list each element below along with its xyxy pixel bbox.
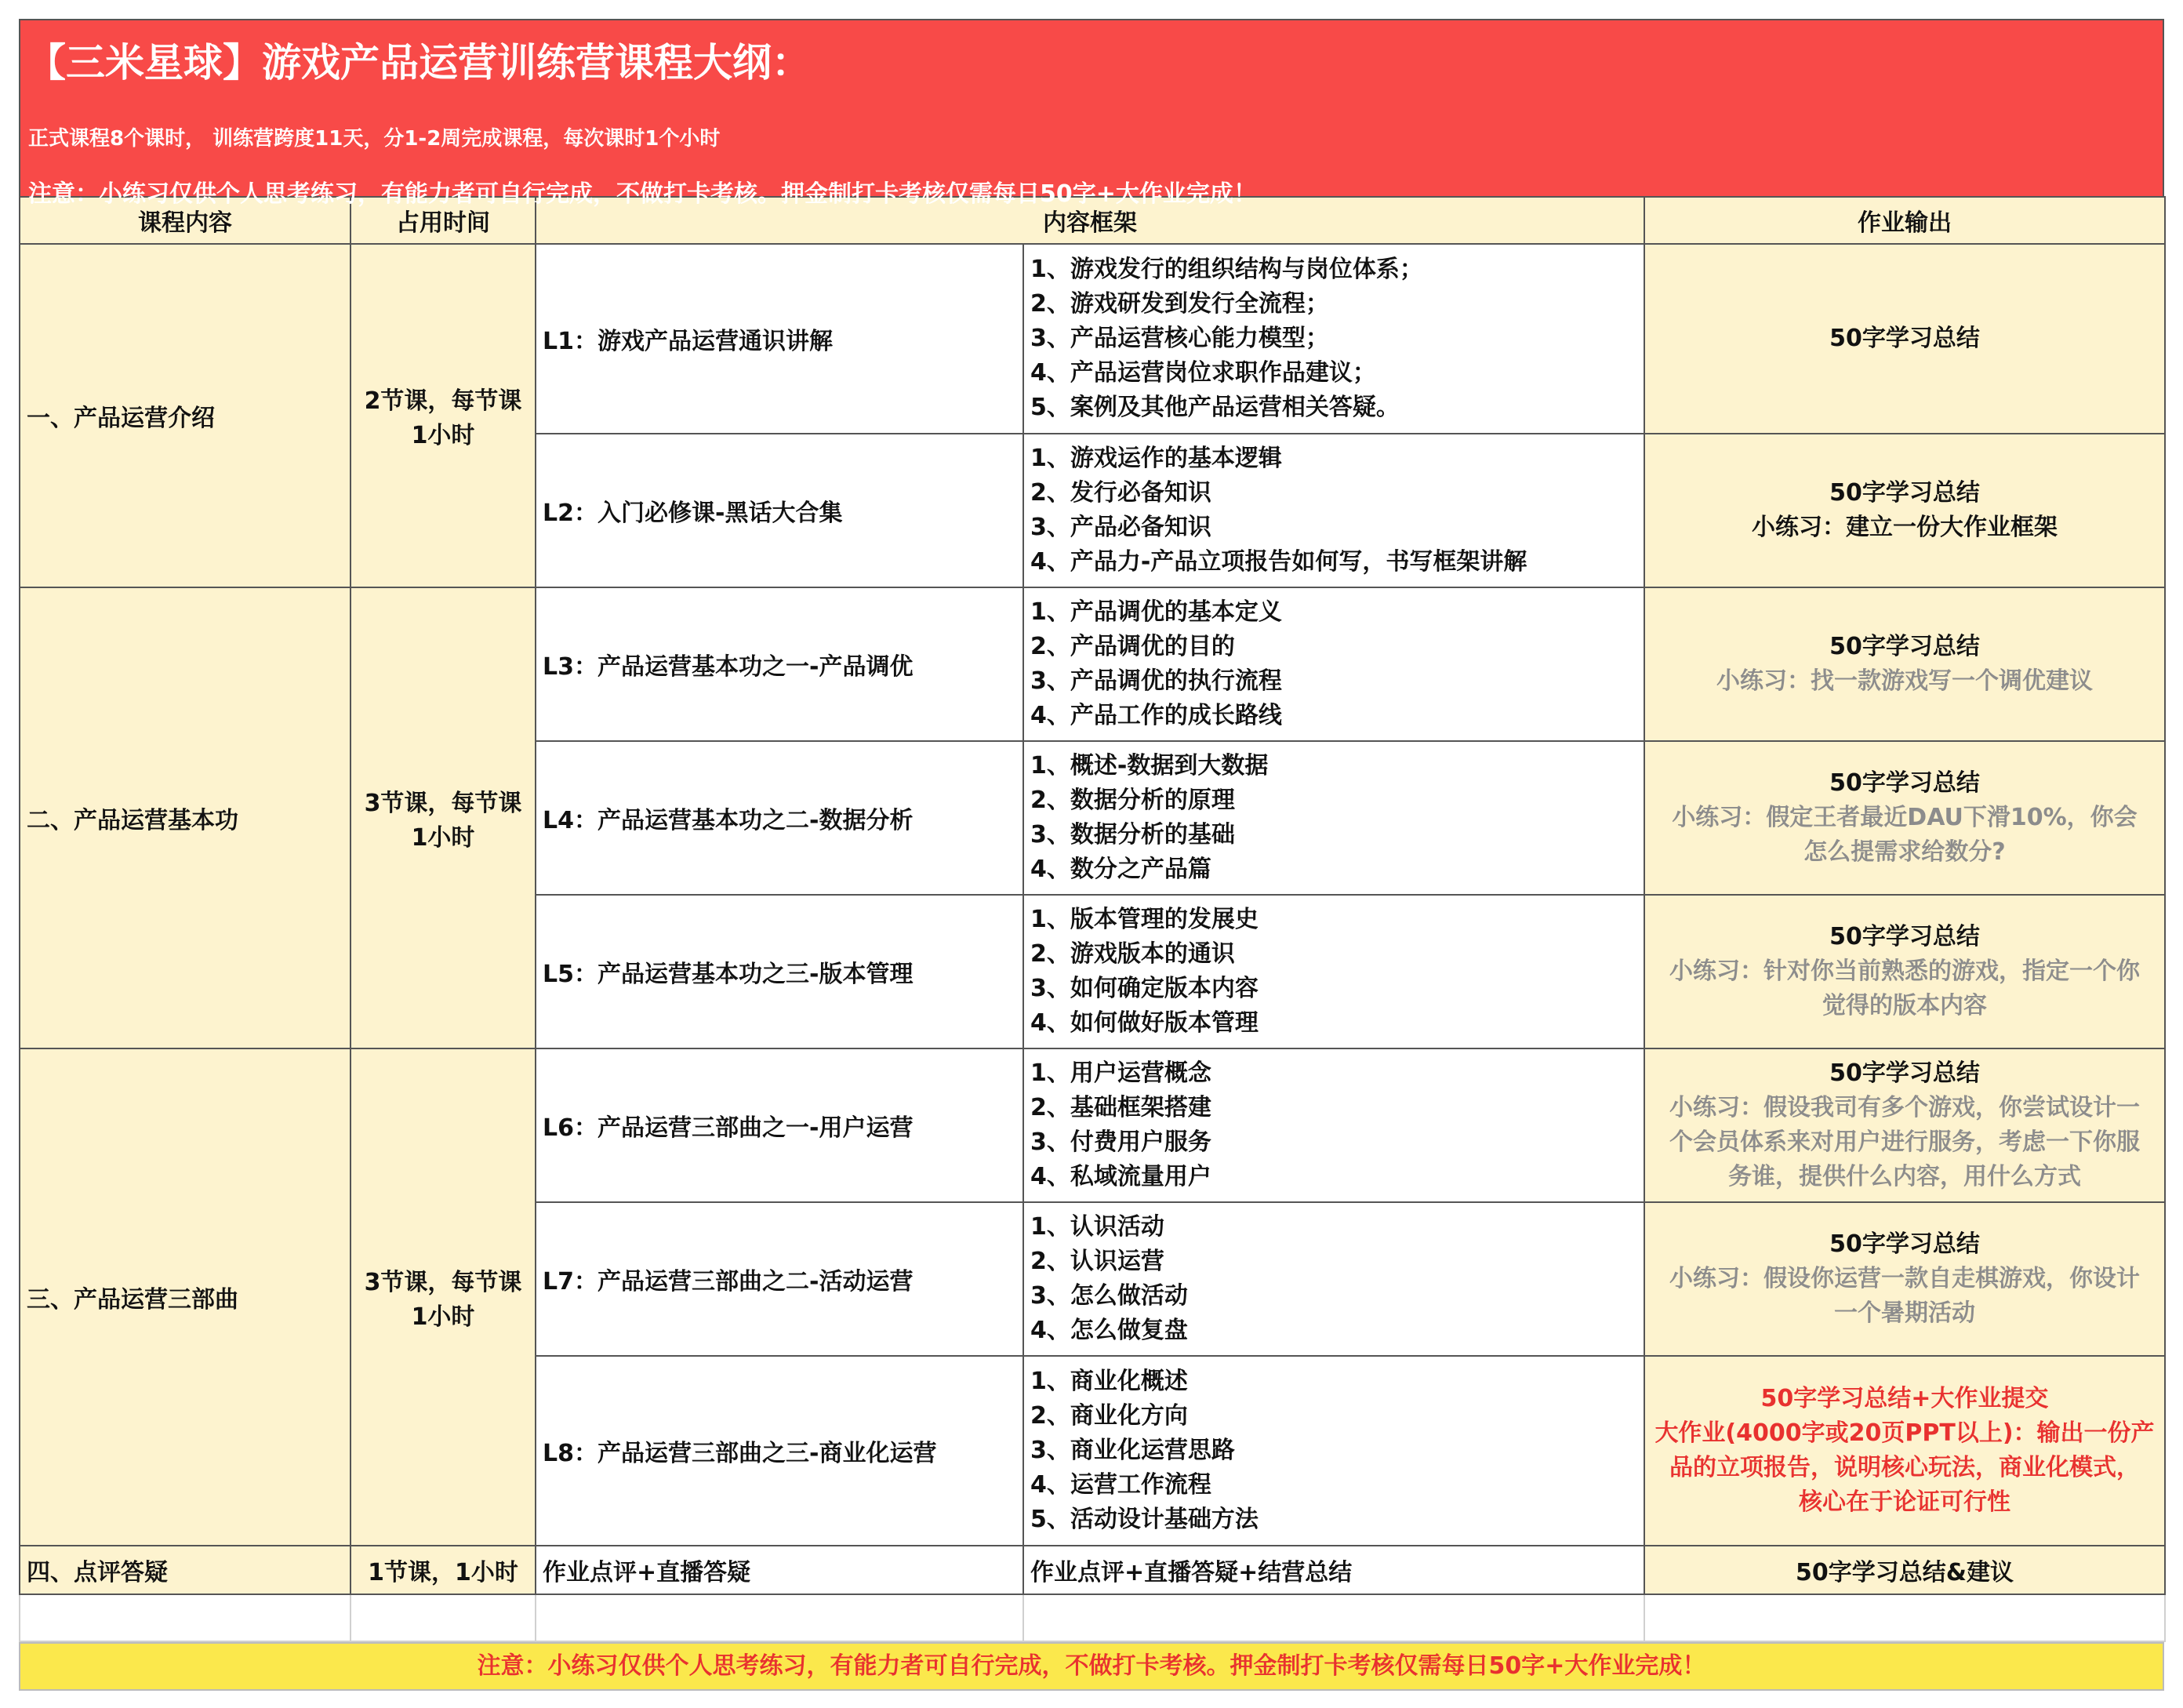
- review-content: 作业点评+直播答疑: [543, 1559, 751, 1586]
- table-row: [20, 587, 2165, 741]
- homework-cell: [1644, 1048, 2165, 1202]
- lesson-title-cell: [536, 434, 1023, 587]
- time-text: 3节课，每节课: [364, 1269, 522, 1296]
- homework-cell: [1644, 1202, 2165, 1356]
- framework-item: 2、游戏版本的通识: [1030, 940, 1235, 968]
- time-text: 1小时: [411, 824, 475, 852]
- time-cell: [351, 1546, 536, 1594]
- time-cell: [351, 1048, 536, 1546]
- framework-cell: [1023, 434, 1644, 587]
- exercise-text: 小练习：针对你当前熟悉的游戏，指定一个你: [1669, 958, 2140, 985]
- framework-cell: [1023, 895, 1644, 1048]
- framework-item: 4、数分之产品篇: [1030, 856, 1211, 883]
- homework-text: 品的立项报告，说明核心玩法，商业化模式，: [1669, 1454, 2140, 1481]
- lesson-title: L7：产品运营三部曲之二-活动运营: [543, 1268, 914, 1296]
- section-name-cell: [20, 244, 351, 587]
- lesson-title: L6：产品运营三部曲之一-用户运营: [543, 1114, 914, 1142]
- homework-text: 50字学习总结: [1829, 769, 1980, 797]
- time-cell: [351, 587, 536, 1048]
- homework-text: 核心在于论证可行性: [1799, 1488, 2010, 1516]
- lesson-title-cell: [536, 1048, 1023, 1202]
- lesson-title: L4：产品运营基本功之二-数据分析: [543, 807, 914, 834]
- framework-item: 3、怎么做活动: [1030, 1282, 1188, 1310]
- exercise-text: 小练习：假设你运营一款自走棋游戏，你设计: [1669, 1265, 2140, 1292]
- lesson-title: L1：游戏产品运营通识讲解: [543, 328, 833, 355]
- framework-cell: [1023, 1048, 1644, 1202]
- column-header: 作业输出: [1644, 197, 2165, 244]
- lesson-title: L8：产品运营三部曲之三-商业化运营: [543, 1440, 937, 1467]
- framework-cell: [1023, 1202, 1644, 1356]
- homework-text: 小练习：建立一份大作业框架: [1752, 514, 2058, 541]
- section-name-cell: [20, 587, 351, 1048]
- framework-item: 2、数据分析的原理: [1030, 787, 1235, 814]
- exercise-text: 个会员体系来对用户进行服务，考虑一下你服: [1669, 1128, 2140, 1156]
- homework-text: 50字学习总结: [1829, 1059, 1980, 1087]
- framework-item: 4、运营工作流程: [1030, 1471, 1211, 1499]
- lesson-title-cell: [536, 1202, 1023, 1356]
- framework-item: 4、产品力-产品立项报告如何写，书写框架讲解: [1030, 548, 1527, 576]
- framework-cell: [1023, 1546, 1644, 1594]
- course-summary: 正式课程8个课时， 训练营跨度11天，分1-2周完成课程，每次课时1个小时: [28, 127, 721, 151]
- table-row: [20, 1546, 2165, 1594]
- course-body: [20, 244, 2165, 1641]
- review-framework: 作业点评+直播答疑+结营总结: [1030, 1559, 1353, 1586]
- blank-cell: [20, 1594, 351, 1641]
- lesson-title-cell: [536, 1356, 1023, 1546]
- homework-text: 50字学习总结: [1829, 1230, 1980, 1258]
- time-text: 1节课，1小时: [368, 1559, 518, 1586]
- framework-item: 4、产品运营岗位求职作品建议；: [1030, 359, 1376, 387]
- homework-text: 50字学习总结+大作业提交: [1760, 1385, 2049, 1412]
- framework-cell: [1023, 244, 1644, 434]
- framework-item: 1、版本管理的发展史: [1030, 906, 1259, 933]
- homework-cell: [1644, 244, 2165, 434]
- exercise-text: 务谁，提供什么内容，用什么方式: [1728, 1163, 2081, 1190]
- table-row: [20, 1048, 2165, 1202]
- framework-item: 3、如何确定版本内容: [1030, 975, 1259, 1002]
- homework-text: 50字学习总结: [1829, 923, 1980, 950]
- framework-item: 3、产品运营核心能力模型；: [1030, 325, 1329, 352]
- blank-cell: [1023, 1594, 1644, 1641]
- framework-item: 3、产品调优的执行流程: [1030, 667, 1282, 695]
- framework-item: 3、付费用户服务: [1030, 1128, 1211, 1156]
- framework-item: 2、商业化方向: [1030, 1402, 1188, 1430]
- homework-cell: [1644, 587, 2165, 741]
- course-table: [19, 196, 2166, 1642]
- time-text: 3节课，每节课: [364, 790, 522, 817]
- header-banner: [19, 19, 2164, 208]
- column-header: 课程内容: [20, 197, 351, 244]
- section-name: 一、产品运营介绍: [27, 405, 215, 432]
- framework-item: 5、案例及其他产品运营相关答疑。: [1030, 394, 1400, 421]
- section-name: 二、产品运营基本功: [27, 807, 238, 834]
- framework-cell: [1023, 741, 1644, 895]
- section-name-cell: [20, 1048, 351, 1546]
- footer-notice: 注意：小练习仅供个人思考练习，有能力者可自行完成，不做打卡考核。押金制打卡考核仅需每日50字+大作业完成！: [19, 1642, 2164, 1691]
- time-text: 2节课，每节课: [364, 387, 522, 415]
- homework-cell: [1644, 1356, 2165, 1546]
- time-text: 1小时: [411, 1303, 475, 1331]
- framework-item: 3、数据分析的基础: [1030, 821, 1235, 849]
- blank-cell: [351, 1594, 536, 1641]
- framework-item: 2、发行必备知识: [1030, 479, 1211, 507]
- lesson-title: L2：入门必修课-黑话大合集: [543, 500, 843, 527]
- exercise-text: 小练习：假定王者最近DAU下滑10%，你会: [1672, 804, 2138, 831]
- course-outline-sheet: [19, 19, 2164, 1691]
- framework-item: 2、产品调优的目的: [1030, 633, 1235, 660]
- section-name: 四、点评答疑: [27, 1559, 168, 1586]
- exercise-text: 一个暑期活动: [1834, 1299, 1975, 1327]
- column-header: 内容框架: [536, 197, 1644, 244]
- framework-cell: [1023, 587, 1644, 741]
- framework-item: 4、产品工作的成长路线: [1030, 702, 1282, 729]
- homework-text: 50字学习总结: [1829, 325, 1980, 352]
- homework-text: 50字学习总结: [1829, 633, 1980, 660]
- framework-item: 2、基础框架搭建: [1030, 1094, 1211, 1121]
- homework-text: 50字学习总结: [1829, 479, 1980, 507]
- lesson-title: L3：产品运营基本功之一-产品调优: [543, 653, 914, 681]
- framework-item: 3、产品必备知识: [1030, 514, 1211, 541]
- exercise-text: 觉得的版本内容: [1822, 992, 1987, 1019]
- framework-item: 1、商业化概述: [1030, 1368, 1188, 1395]
- homework-text: 大作业(4000字或20页PPT以上)：输出一份产: [1655, 1419, 2155, 1447]
- framework-item: 4、如何做好版本管理: [1030, 1009, 1259, 1037]
- header-notice: 注意：小练习仅供个人思考练习，有能力者可自行完成，不做打卡考核。押金制打卡考核仅需每日50字+大作业完成！: [28, 180, 1257, 208]
- framework-item: 3、商业化运营思路: [1030, 1437, 1235, 1464]
- framework-item: 1、概述-数据到大数据: [1030, 752, 1269, 780]
- page-title: 【三米星球】游戏产品运营训练营课程大纲：: [27, 40, 811, 85]
- framework-item: 1、游戏发行的组织结构与岗位体系；: [1030, 256, 1423, 283]
- table-row: [20, 244, 2165, 434]
- homework-cell: [1644, 895, 2165, 1048]
- blank-cell: [536, 1594, 1023, 1641]
- section-name-cell: [20, 1546, 351, 1594]
- homework-cell: [1644, 434, 2165, 587]
- lesson-title-cell: [536, 587, 1023, 741]
- framework-item: 5、活动设计基础方法: [1030, 1506, 1259, 1533]
- framework-item: 2、认识运营: [1030, 1248, 1164, 1275]
- framework-item: 1、用户运营概念: [1030, 1059, 1211, 1087]
- blank-cell: [1644, 1594, 2165, 1641]
- lesson-title: L5：产品运营基本功之三-版本管理: [543, 961, 914, 988]
- exercise-text: 小练习：找一款游戏写一个调优建议: [1716, 667, 2093, 695]
- framework-item: 1、产品调优的基本定义: [1030, 598, 1282, 626]
- time-cell: [351, 244, 536, 587]
- exercise-text: 小练习：假设我司有多个游戏，你尝试设计一: [1669, 1094, 2140, 1121]
- framework-item: 4、私域流量用户: [1030, 1163, 1211, 1190]
- framework-item: 2、游戏研发到发行全流程；: [1030, 290, 1329, 318]
- framework-item: 1、游戏运作的基本逻辑: [1030, 445, 1282, 472]
- lesson-title-cell: [536, 741, 1023, 895]
- exercise-text: 怎么提需求给数分?: [1803, 838, 2006, 866]
- column-header: 占用时间: [351, 197, 536, 244]
- section-name: 三、产品运营三部曲: [27, 1286, 238, 1314]
- framework-cell: [1023, 1356, 1644, 1546]
- framework-item: 4、怎么做复盘: [1030, 1317, 1188, 1344]
- homework-cell: [1644, 1546, 2165, 1594]
- framework-item: 1、认识活动: [1030, 1213, 1164, 1241]
- lesson-title-cell: [536, 244, 1023, 434]
- blank-row: [20, 1594, 2165, 1641]
- lesson-title-cell: [536, 895, 1023, 1048]
- time-text: 1小时: [411, 422, 475, 449]
- lesson-title-cell: [536, 1546, 1023, 1594]
- review-homework: 50字学习总结&建议: [1796, 1559, 2014, 1586]
- homework-cell: [1644, 741, 2165, 895]
